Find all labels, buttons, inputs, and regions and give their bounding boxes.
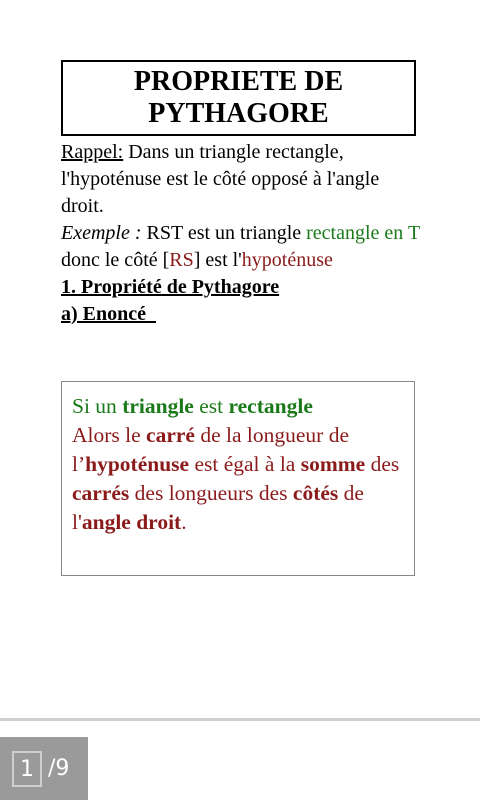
theorem-statement-box [61, 381, 415, 576]
body-text [61, 139, 421, 328]
exemple-text-3: ] est l' [193, 249, 242, 271]
exemple-rs: RS [169, 249, 194, 271]
statement-carres: carrés [72, 481, 130, 505]
statement-des: des [365, 452, 400, 476]
exemple-rectangle-en-t: rectangle en T [306, 222, 420, 244]
page-title-line1: PROPRIETE DE [133, 66, 344, 97]
section-heading-a: a) Enoncé [61, 303, 156, 325]
statement-de-l: de l' [72, 481, 364, 534]
rappel-paragraph [61, 139, 421, 220]
statement-rectangle: rectangle [228, 394, 313, 418]
section-heading-1: 1. Propriété de Pythagore [61, 276, 280, 298]
statement-hypotenuse: hypoténuse [85, 452, 190, 476]
statement-si-un: Si un [72, 394, 123, 418]
rappel-text: Dans un triangle rectangle, l'hypoténuse est le côté opposé à l'angle droit. [61, 141, 380, 217]
statement-line-1 [72, 392, 404, 421]
title-box [61, 60, 416, 136]
exemple-text-2: donc le côté [ [61, 249, 170, 271]
statement-alors-le: Alors le [72, 423, 147, 447]
rappel-label: Rappel: [61, 141, 124, 163]
statement-des-longueurs: des longueurs des [129, 481, 293, 505]
statement-est-egal: est égal à la [189, 452, 301, 476]
statement-cotes: côtés [292, 481, 339, 505]
statement-carre: carré [146, 423, 195, 447]
page-title-line2: PYTHAGORE [148, 98, 329, 129]
statement-conclusion [72, 421, 404, 537]
exemple-label: Exemple : [61, 222, 142, 244]
page-indicator[interactable] [0, 737, 88, 800]
statement-de-la-longueur: de la longueur de l’ [72, 423, 349, 476]
statement-est: est [193, 394, 229, 418]
statement-angle-droit: angle droit [81, 510, 182, 534]
exemple-hypotenuse: hypoténuse [241, 249, 333, 271]
current-page-number[interactable]: 1 [12, 751, 42, 787]
statement-somme: somme [300, 452, 366, 476]
exemple-paragraph [61, 220, 421, 274]
total-pages: /9 [48, 756, 70, 781]
exemple-text-1: RST est un triangle [141, 222, 307, 244]
statement-triangle: triangle [122, 394, 194, 418]
statement-period: . [181, 510, 187, 534]
